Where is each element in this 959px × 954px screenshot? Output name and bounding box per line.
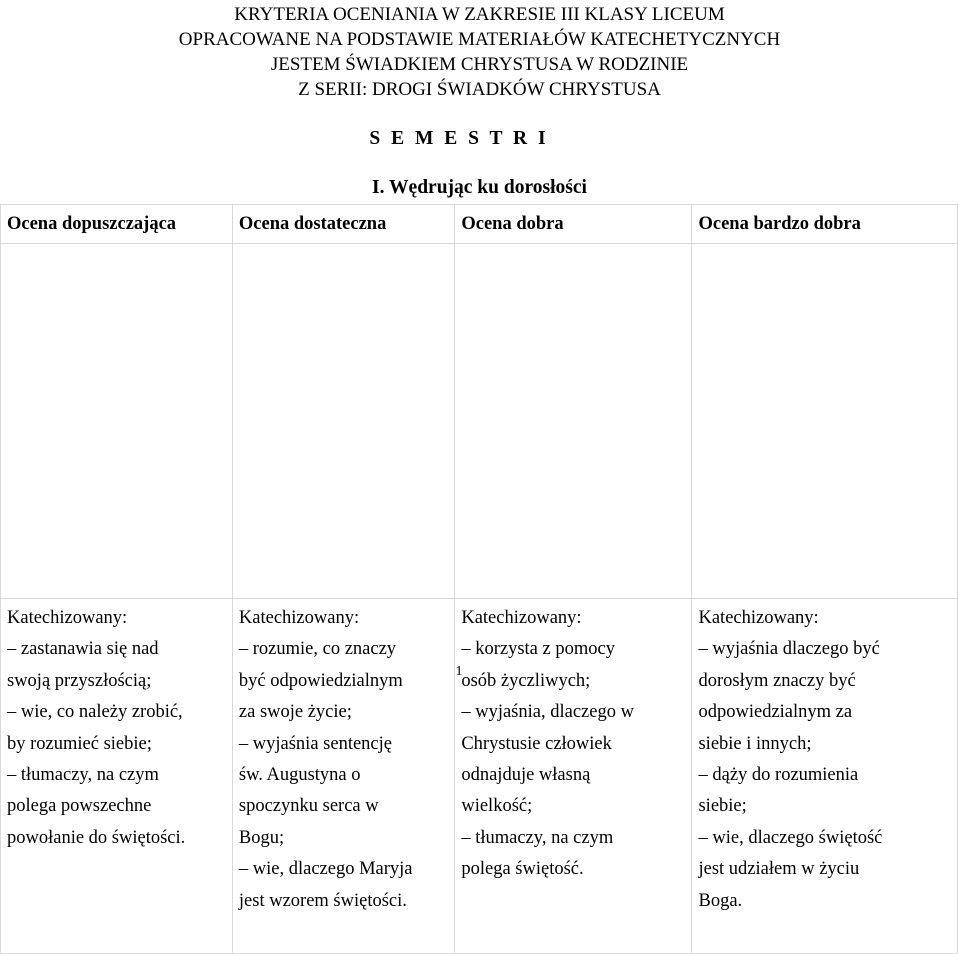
cell-line: św. Augustyna o [238,765,361,786]
cell-line: odpowiedzialnym za [698,702,853,723]
cell-dobra [455,599,692,954]
table-spacer-row [1,244,958,599]
criteria-table [0,204,958,954]
cell-line: polega świętość. [461,859,584,880]
semester-heading: S E M E S T R I [369,128,549,149]
spacer-cell [232,244,454,599]
cell-line: dorosłym znaczy być [698,670,856,691]
cell-dopuszczajaca [1,599,233,954]
cell-line: odnajduje własną [461,765,591,786]
spacer-cell [1,244,233,599]
cell-line: – tłumaczy, na czym [7,765,159,786]
cell-line: – wyjaśnia, dlaczego w [461,702,634,723]
cell-dostateczna [232,599,454,954]
cell-line: – tłumaczy, na czym [461,827,614,848]
cell-line: siebie; [698,796,747,817]
cell-line: jest wzorem świętości. [238,890,407,911]
header-ocena-dobra: Ocena dobra [455,205,692,244]
cell-bardzo-dobra [692,599,958,954]
spacer-cell [455,244,692,599]
header-line-3: JESTEM ŚWIADKIEM CHRYSTUSA W RODZINIE [270,54,689,75]
cell-line: Bogu; [238,827,285,848]
cell-line: – zastanawia się nad [7,639,159,660]
cell-line: siebie i innych; [698,733,812,754]
cell-line: – rozumie, co znaczy [238,639,397,660]
cell-line: osób życzliwych; [461,670,591,691]
cell-line: Boga. [698,890,743,911]
table-header-row [1,205,958,244]
header-ocena-bardzo-dobra: Ocena bardzo dobra [692,205,958,244]
cell-line: Katechizowany: [461,608,582,628]
cell-line: spoczynku serca w [238,796,379,817]
page-number: 1 [455,664,463,679]
cell-line: być odpowiedzialnym [238,670,403,691]
cell-line: swoją przyszłością; [7,670,152,691]
spacer-cell [692,244,958,599]
cell-line: by rozumieć siebie; [7,733,152,754]
header-line-2: OPRACOWANE NA PODSTAWIE MATERIAŁÓW KATECHETYCZNYCH [178,29,781,50]
header-line-4: Z SERII: DROGI ŚWIADKÓW CHRYSTUSA [298,79,661,100]
cell-line: wielkość; [461,796,533,817]
cell-line: – wyjaśnia sentencję [238,733,392,754]
cell-line: powołanie do świętości. [7,827,186,848]
cell-line: Katechizowany: [238,608,360,628]
cell-line: Chrystusie człowiek [461,733,612,754]
cell-line: – dąży do rozumienia [698,765,859,786]
header-ocena-dopuszczajaca: Ocena dopuszczająca [1,205,233,244]
cell-line: – wie, dlaczego Maryja [238,859,413,880]
section-title: I. Wędrując ku dorosłości [372,177,587,198]
cell-line: – korzysta z pomocy [461,639,615,660]
header-ocena-dostateczna: Ocena dostateczna [232,205,454,244]
cell-line: Katechizowany: [7,608,128,628]
cell-line: – wyjaśnia dlaczego być [698,639,880,660]
header-line-1: KRYTERIA OCENIANIA W ZAKRESIE III KLASY LICEUM [234,4,725,25]
cell-line: polega powszechne [7,796,152,817]
cell-line: za swoje życie; [238,702,352,723]
cell-line: Katechizowany: [698,608,819,628]
document-header [0,2,959,102]
cell-line: – wie, dlaczego świętość [698,827,883,848]
table-row [1,599,958,954]
cell-line: jest udziałem w życiu [698,859,860,880]
cell-line: – wie, co należy zrobić, [7,702,183,723]
